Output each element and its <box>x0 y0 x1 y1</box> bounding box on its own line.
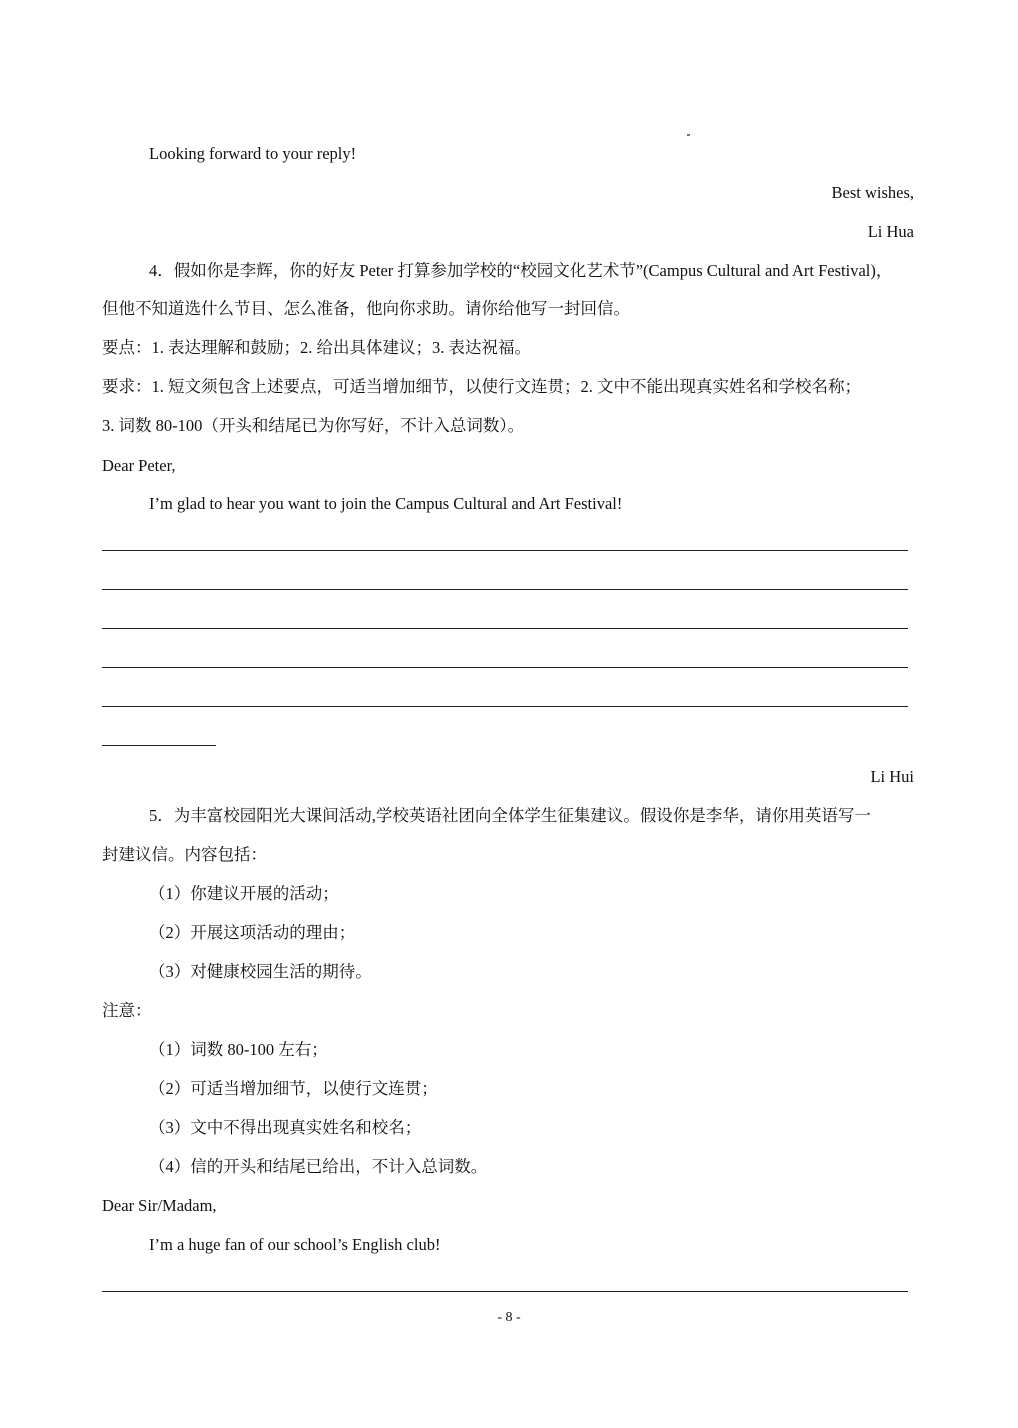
q5-content-item: （3）对健康校园生活的期待。 <box>149 962 372 981</box>
signature-li-hua: Li Hua <box>867 222 914 241</box>
q5-note-item: （2）可适当增加细节，以使行文连贯； <box>149 1079 438 1098</box>
answer-line-short[interactable] <box>102 745 216 746</box>
q5-notes-label: 注意： <box>102 1001 152 1020</box>
q5-greeting: Dear Sir/Madam, <box>102 1196 217 1215</box>
answer-line[interactable] <box>102 706 908 707</box>
q5-note-item: （4）信的开头和结尾已给出，不计入总词数。 <box>149 1157 488 1176</box>
q5-prompt-line1: 5．为丰富校园阳光大课间活动,学校英语社团向全体学生征集建议。假设你是李华，请你用英语写一 <box>149 806 871 825</box>
signature-li-hui: Li Hui <box>870 767 914 786</box>
closing-line: Looking forward to your reply! <box>149 144 357 163</box>
q5-prompt-line2: 封建议信。内容包括： <box>102 845 267 864</box>
q4-points: 要点：1. 表达理解和鼓励；2. 给出具体建议；3. 表达祝福。 <box>102 338 531 357</box>
answer-line[interactable] <box>102 628 908 629</box>
q4-prompt-line1: 4．假如你是李辉，你的好友 Peter 打算参加学校的“校园文化艺术节”(Campus Cultural and Art Festival)， <box>149 261 893 280</box>
signoff: Best wishes, <box>831 183 914 202</box>
q5-content-item: （2）开展这项活动的理由； <box>149 923 356 942</box>
page-number: - 8 - <box>497 1310 521 1325</box>
q5-note-item: （3）文中不得出现真实姓名和校名； <box>149 1118 422 1137</box>
q4-requirements-line2: 3. 词数 80-100（开头和结尾已为你写好，不计入总词数）。 <box>102 416 525 435</box>
q4-greeting: Dear Peter, <box>102 456 176 475</box>
answer-line[interactable] <box>102 1291 908 1292</box>
q5-note-item: （1）词数 80-100 左右； <box>149 1040 328 1059</box>
answer-line[interactable] <box>102 667 908 668</box>
q4-opening: I’m glad to hear you want to join the Campus Cultural and Art Festival! <box>149 494 623 513</box>
answer-line[interactable] <box>102 589 908 590</box>
q4-prompt-line2: 但他不知道选什么节目、怎么准备，他向你求助。请你给他写一封回信。 <box>102 299 630 318</box>
q5-content-item: （1）你建议开展的活动； <box>149 884 339 903</box>
q5-opening: I’m a huge fan of our school’s English club! <box>149 1235 441 1254</box>
q4-requirements-line1: 要求：1. 短文须包含上述要点，可适当增加细节，以使行文连贯；2. 文中不能出现真实姓名和学校名称； <box>102 377 861 396</box>
stray-mark <box>687 134 690 136</box>
answer-line[interactable] <box>102 550 908 551</box>
